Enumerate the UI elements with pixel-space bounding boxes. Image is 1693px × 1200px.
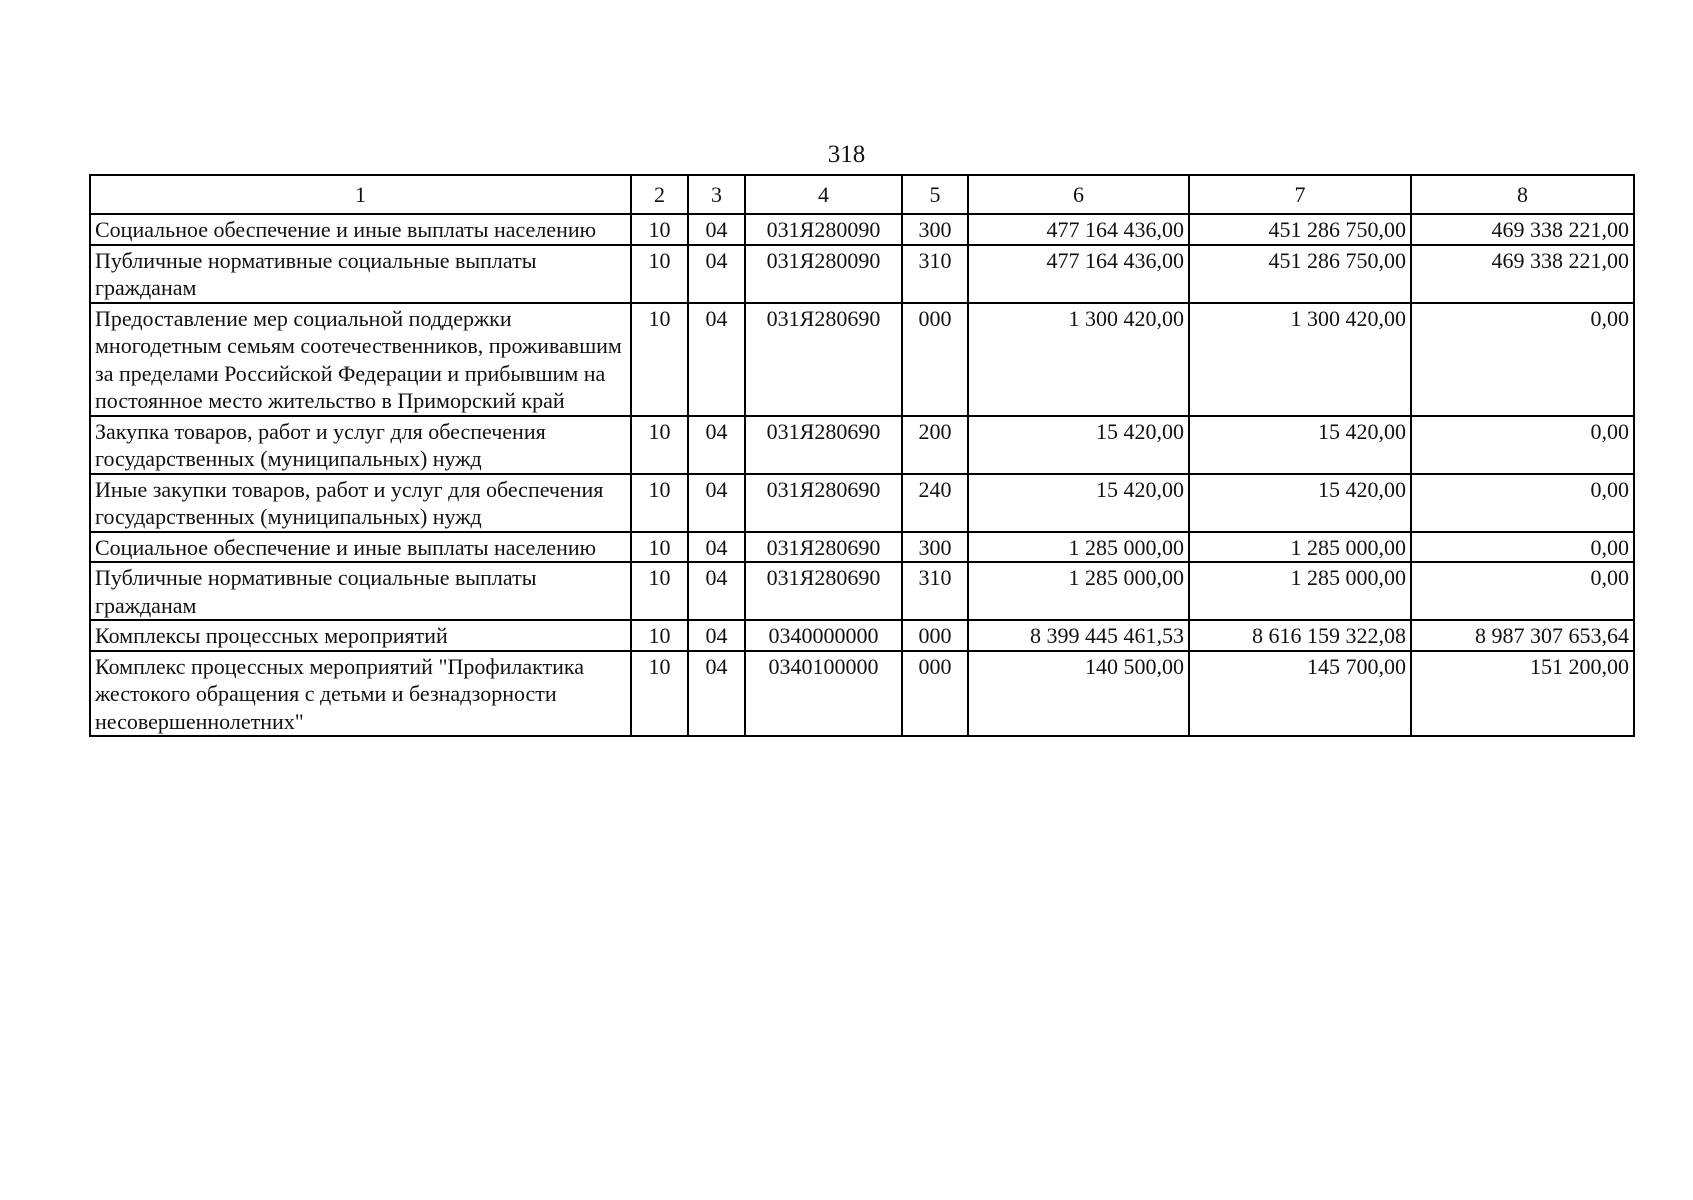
section-code: 10 — [631, 474, 688, 532]
subsection-code: 04 — [688, 562, 745, 620]
table-row — [90, 651, 1634, 737]
subsection-code: 04 — [688, 532, 745, 563]
column-header: 1 — [90, 175, 631, 214]
target-article-code: 0340000000 — [745, 620, 902, 651]
amount-year-3: 0,00 — [1411, 562, 1634, 620]
expense-type-code: 310 — [902, 245, 968, 303]
row-name: Комплекс процессных мероприятий "Профилактика жестокого обращения с детьми и безнадзорности несовершеннолетних" — [90, 651, 631, 737]
column-header: 8 — [1411, 175, 1634, 214]
amount-year-1: 477 164 436,00 — [968, 245, 1189, 303]
target-article-code: 031Я280690 — [745, 562, 902, 620]
expense-type-code: 000 — [902, 620, 968, 651]
amount-year-2: 8 616 159 322,08 — [1189, 620, 1411, 651]
row-name: Иные закупки товаров, работ и услуг для обеспечения государственных (муниципальных) нужд — [90, 474, 631, 532]
section-code: 10 — [631, 532, 688, 563]
row-name: Публичные нормативные социальные выплаты гражданам — [90, 245, 631, 303]
amount-year-1: 1 300 420,00 — [968, 303, 1189, 416]
target-article-code: 031Я280690 — [745, 474, 902, 532]
amount-year-2: 1 300 420,00 — [1189, 303, 1411, 416]
column-header: 3 — [688, 175, 745, 214]
amount-year-2: 15 420,00 — [1189, 474, 1411, 532]
amount-year-2: 451 286 750,00 — [1189, 245, 1411, 303]
amount-year-3: 0,00 — [1411, 532, 1634, 563]
column-header: 5 — [902, 175, 968, 214]
amount-year-1: 1 285 000,00 — [968, 562, 1189, 620]
row-name: Социальное обеспечение и иные выплаты населению — [90, 214, 631, 245]
target-article-code: 0340100000 — [745, 651, 902, 737]
column-header: 7 — [1189, 175, 1411, 214]
table-row — [90, 532, 1634, 563]
target-article-code: 031Я280090 — [745, 245, 902, 303]
amount-year-2: 451 286 750,00 — [1189, 214, 1411, 245]
subsection-code: 04 — [688, 214, 745, 245]
row-name: Предоставление мер социальной поддержки многодетным семьям соотечественников, проживавшим за пределами Российской Федерации и прибывшим на постоянное место жительство в Приморский край — [90, 303, 631, 416]
subsection-code: 04 — [688, 651, 745, 737]
row-name: Комплексы процессных мероприятий — [90, 620, 631, 651]
subsection-code: 04 — [688, 416, 745, 474]
table-row — [90, 562, 1634, 620]
expense-type-code: 240 — [902, 474, 968, 532]
target-article-code: 031Я280090 — [745, 214, 902, 245]
amount-year-3: 151 200,00 — [1411, 651, 1634, 737]
target-article-code: 031Я280690 — [745, 416, 902, 474]
budget-table — [89, 174, 1635, 737]
subsection-code: 04 — [688, 303, 745, 416]
amount-year-2: 15 420,00 — [1189, 416, 1411, 474]
amount-year-3: 469 338 221,00 — [1411, 214, 1634, 245]
column-header: 2 — [631, 175, 688, 214]
amount-year-1: 8 399 445 461,53 — [968, 620, 1189, 651]
subsection-code: 04 — [688, 474, 745, 532]
subsection-code: 04 — [688, 245, 745, 303]
amount-year-1: 1 285 000,00 — [968, 532, 1189, 563]
amount-year-2: 1 285 000,00 — [1189, 562, 1411, 620]
expense-type-code: 300 — [902, 214, 968, 245]
amount-year-3: 469 338 221,00 — [1411, 245, 1634, 303]
header-row — [90, 175, 1634, 214]
expense-type-code: 300 — [902, 532, 968, 563]
table-row — [90, 245, 1634, 303]
table-row — [90, 214, 1634, 245]
section-code: 10 — [631, 620, 688, 651]
table-row — [90, 303, 1634, 416]
section-code: 10 — [631, 562, 688, 620]
amount-year-2: 145 700,00 — [1189, 651, 1411, 737]
expense-type-code: 200 — [902, 416, 968, 474]
target-article-code: 031Я280690 — [745, 303, 902, 416]
amount-year-1: 15 420,00 — [968, 416, 1189, 474]
subsection-code: 04 — [688, 620, 745, 651]
section-code: 10 — [631, 214, 688, 245]
amount-year-3: 8 987 307 653,64 — [1411, 620, 1634, 651]
amount-year-3: 0,00 — [1411, 416, 1634, 474]
page-number: 318 — [827, 141, 866, 168]
table-row — [90, 474, 1634, 532]
amount-year-1: 15 420,00 — [968, 474, 1189, 532]
section-code: 10 — [631, 651, 688, 737]
section-code: 10 — [631, 416, 688, 474]
section-code: 10 — [631, 303, 688, 416]
target-article-code: 031Я280690 — [745, 532, 902, 563]
expense-type-code: 000 — [902, 651, 968, 737]
table-row — [90, 620, 1634, 651]
expense-type-code: 000 — [902, 303, 968, 416]
column-header: 6 — [968, 175, 1189, 214]
section-code: 10 — [631, 245, 688, 303]
table-row — [90, 416, 1634, 474]
row-name: Социальное обеспечение и иные выплаты населению — [90, 532, 631, 563]
amount-year-1: 477 164 436,00 — [968, 214, 1189, 245]
amount-year-3: 0,00 — [1411, 474, 1634, 532]
amount-year-2: 1 285 000,00 — [1189, 532, 1411, 563]
row-name: Публичные нормативные социальные выплаты гражданам — [90, 562, 631, 620]
expense-type-code: 310 — [902, 562, 968, 620]
row-name: Закупка товаров, работ и услуг для обеспечения государственных (муниципальных) нужд — [90, 416, 631, 474]
amount-year-3: 0,00 — [1411, 303, 1634, 416]
column-header: 4 — [745, 175, 902, 214]
amount-year-1: 140 500,00 — [968, 651, 1189, 737]
